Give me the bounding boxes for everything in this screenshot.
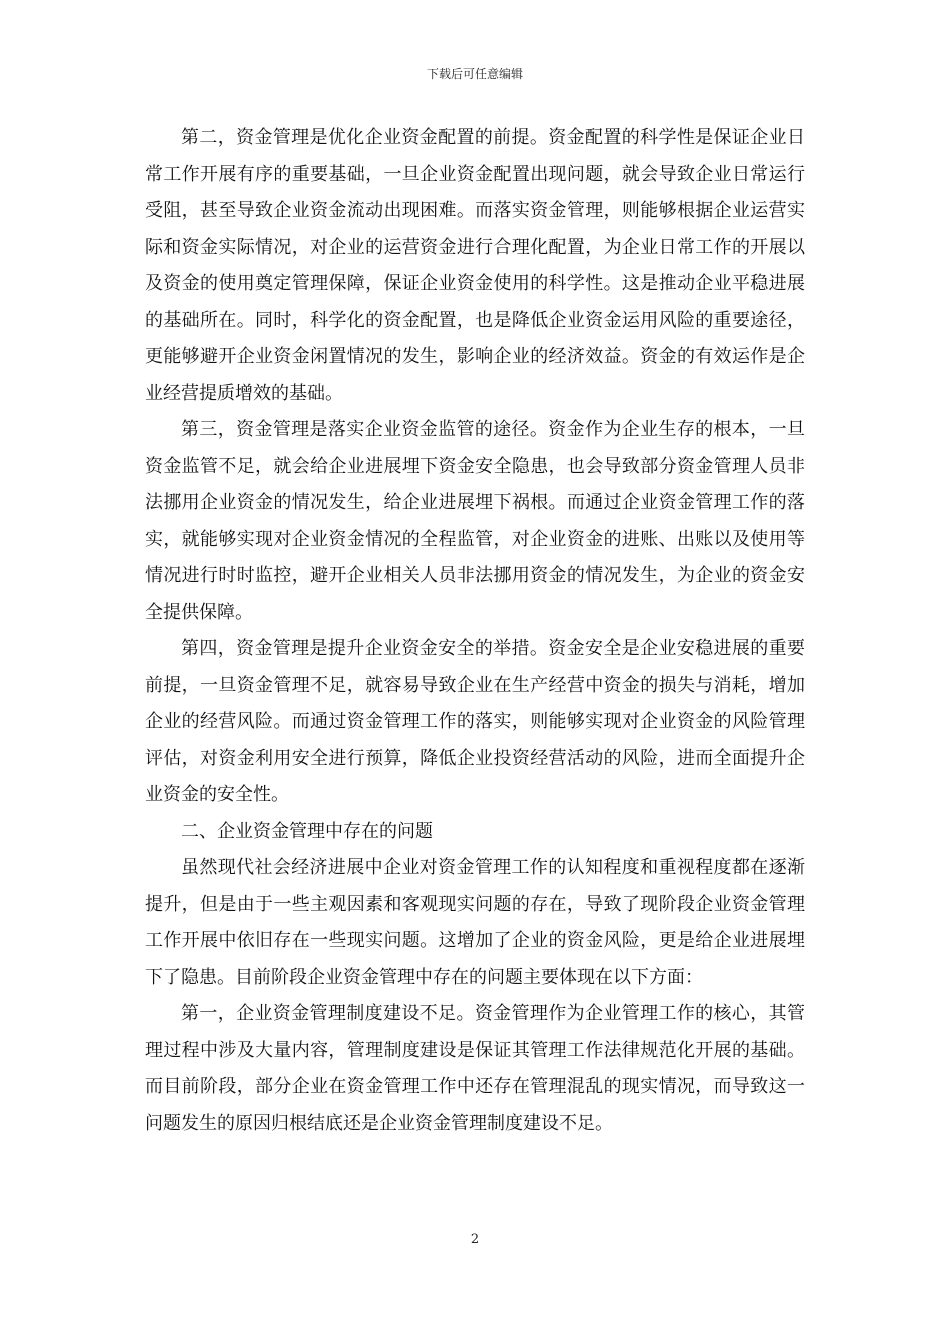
page-header: 下载后可任意编辑	[426, 67, 523, 81]
section-heading: 二、企业资金管理中存在的问题	[181, 820, 433, 842]
page-number: 2	[470, 1232, 480, 1247]
paragraph-first-problem: 第一，企业资金管理制度建设不足。资金管理作为企业管理工作的核心，其管理过程中涉及大量内容，管理制度建设是保证其管理工作法律规范化开展的基础。而目前阶段，部分企业在资金管理工作中还存在管理混乱的现实情况，而导致这一问题发生的原因归根结底还是企业资金管理制度建设不足。	[145, 1003, 805, 1134]
document-body	[145, 120, 805, 1142]
paragraph-problems-intro: 虽然现代社会经济进展中企业对资金管理工作的认知程度和重视程度都在逐渐提升，但是由于一些主观因素和客观现实问题的存在，导致了现阶段企业资金管理工作开展中依旧存在一些现实问题。这增加了企业的资金风险，更是给企业进展埋下了隐患。目前阶段企业资金管理中存在的问题主要体现在以下方面：	[145, 857, 805, 988]
paragraph-third-point: 第三，资金管理是落实企业资金监管的途径。资金作为企业生存的根本，一旦资金监管不足，就会给企业进展埋下资金安全隐患，也会导致部分资金管理人员非法挪用企业资金的情况发生，给企业进展埋下祸根。而通过企业资金管理工作的落实，就能够实现对企业资金情况的全程监管，对企业资金的进账、出账以及使用等情况进行时时监控，避开企业相关人员非法挪用资金的情况发生，为企业的资金安全提供保障。	[145, 419, 805, 623]
paragraph-second-point: 第二，资金管理是优化企业资金配置的前提。资金配置的科学性是保证企业日常工作开展有序的重要基础，一旦企业资金配置出现问题，就会导致企业日常运行受阻，甚至导致企业资金流动出现困难。而落实资金管理，则能够根据企业运营实际和资金实际情况，对企业的运营资金进行合理化配置，为企业日常工作的开展以及资金的使用奠定管理保障，保证企业资金使用的科学性。这是推动企业平稳进展的基础所在。同时，科学化的资金配置，也是降低企业资金运用风险的重要途径，更能够避开企业资金闲置情况的发生，影响企业的经济效益。资金的有效运作是企业经营提质增效的基础。	[145, 127, 805, 404]
paragraph-fourth-point: 第四，资金管理是提升企业资金安全的举措。资金安全是企业安稳进展的重要前提，一旦资金管理不足，就容易导致企业在生产经营中资金的损失与消耗，增加企业的经营风险。而通过资金管理工作的落实，则能够实现对企业资金的风险管理评估，对资金利用安全进行预算，降低企业投资经营活动的风险，进而全面提升企业资金的安全性。	[145, 638, 805, 805]
